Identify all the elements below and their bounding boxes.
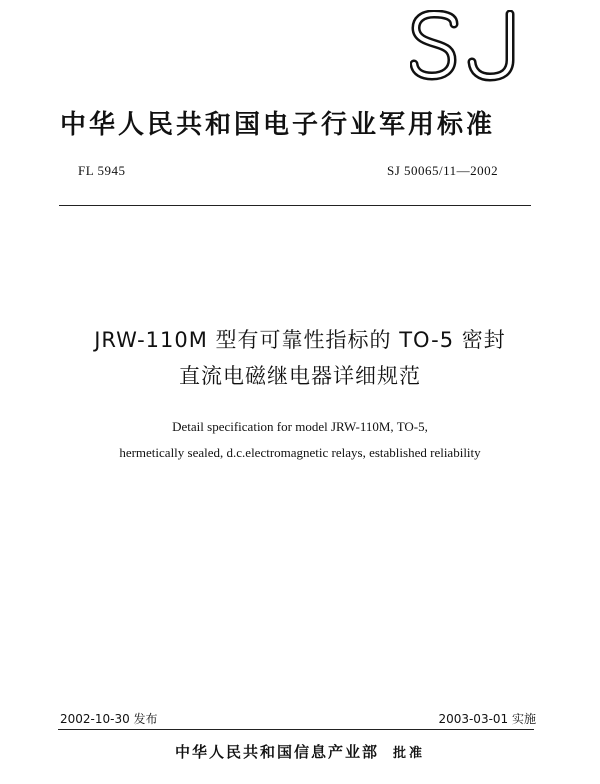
sj-logo <box>410 10 532 82</box>
footer-divider <box>58 729 534 730</box>
document-title-line2: 直流电磁继电器详细规范 <box>179 364 421 388</box>
standard-number: SJ 50065/11—2002 <box>387 163 499 178</box>
english-title-line1: Detail specification for model JRW-110M, TO-5, <box>172 419 428 434</box>
english-title <box>0 414 600 466</box>
publisher-line <box>0 741 600 762</box>
document-title-line1: JRW-110M 型有可靠性指标的 TO-5 密封 <box>94 328 506 352</box>
main-title: 中华人民共和国电子行业军用标准 <box>60 110 496 140</box>
publisher-name: 中华人民共和国信息产业部 <box>174 743 379 761</box>
classification-code: FL 5945 <box>78 163 126 178</box>
header-divider <box>59 205 531 206</box>
issue-date: 2002-10-30 发布 <box>60 712 158 726</box>
document-title <box>0 322 600 394</box>
approval-label: 批准 <box>393 746 426 761</box>
effective-date: 2003-03-01 实施 <box>438 712 536 726</box>
english-title-line2: hermetically sealed, d.c.electromagnetic relays, established reliability <box>119 445 481 460</box>
